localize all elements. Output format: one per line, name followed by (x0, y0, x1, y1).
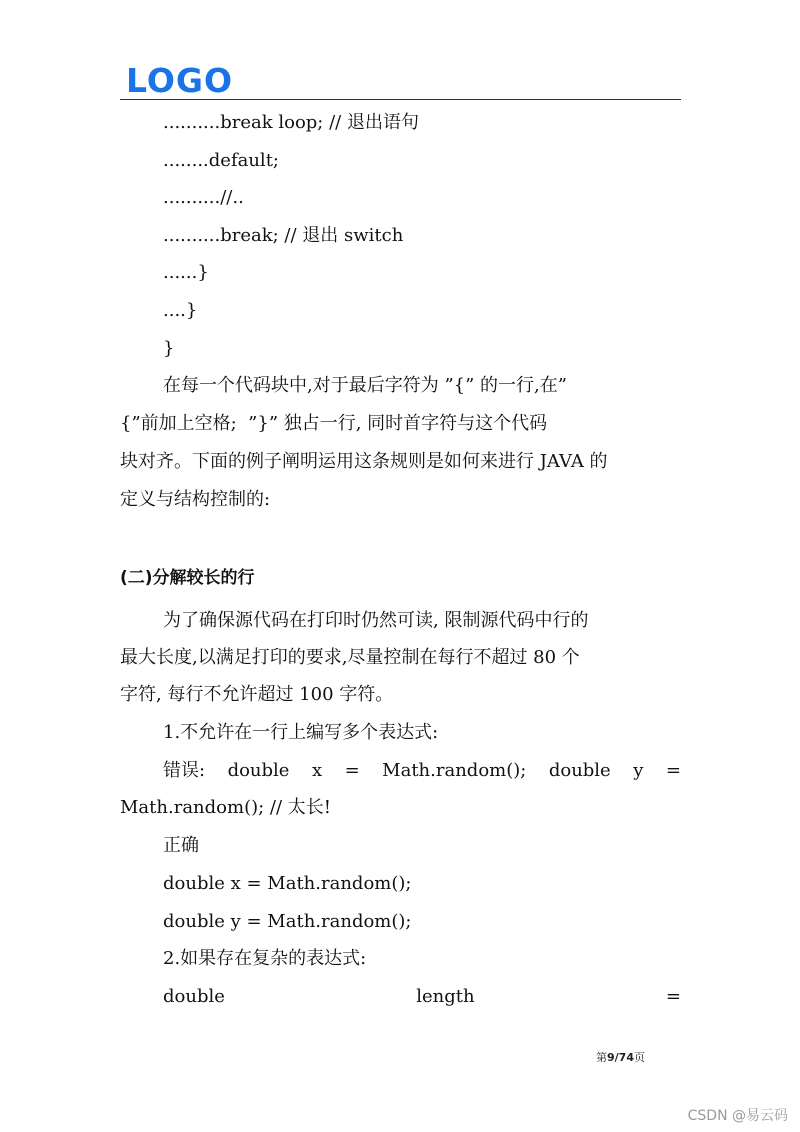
paragraph-line: 在每一个代码块中,对于最后字符为 ”{” 的一行,在” (163, 375, 567, 396)
code-token: = (665, 760, 681, 781)
logo: LOGO (126, 61, 234, 100)
code-token: double (227, 760, 290, 781)
page-number: 9/74 (607, 1051, 634, 1064)
code-line-justified (163, 986, 681, 1008)
footer-prefix: 第 (596, 1051, 607, 1064)
wrong-label: 错误: (163, 760, 206, 781)
code-line: ........default; (163, 150, 279, 171)
paragraph-line: 块对齐。下面的例子阐明运用这条规则是如何来进行 JAVA 的 (120, 451, 608, 472)
code-line: ......} (163, 262, 209, 283)
rule-item: 1.不允许在一行上编写多个表达式: (163, 722, 439, 743)
footer-suffix: 页 (633, 1051, 645, 1064)
code-token: Math.random(); (382, 760, 527, 781)
code-line: ..........break; // 退出 switch (163, 225, 404, 246)
paragraph-line: 定义与结构控制的: (120, 489, 271, 510)
code-token: x (311, 760, 323, 781)
code-line: ....} (163, 300, 198, 321)
paragraph-line: 为了确保源代码在打印时仍然可读, 限制源代码中行的 (163, 610, 589, 631)
paragraph-line: 字符, 每行不允许超过 100 字符。 (120, 684, 394, 705)
code-line: } (163, 338, 175, 359)
wrong-example-continuation: Math.random(); // 太长! (120, 797, 331, 818)
header-rule (120, 99, 681, 100)
watermark: CSDN @易云码 (687, 1108, 788, 1124)
code-token: double (163, 986, 225, 1007)
paragraph-line: {”前加上空格; ”}” 独占一行, 同时首字符与这个代码 (120, 413, 548, 434)
code-token: double (548, 760, 611, 781)
code-line: ..........break loop; // 退出语句 (163, 112, 419, 133)
code-token: = (344, 760, 360, 781)
section-heading: (二)分解较长的行 (120, 568, 255, 588)
code-line: double y = Math.random(); (163, 911, 412, 932)
page-footer (596, 1049, 645, 1065)
code-token: length (416, 986, 475, 1007)
code-token: y (633, 760, 644, 781)
code-line: double x = Math.random(); (163, 873, 412, 894)
code-line: ..........//.. (163, 187, 244, 208)
rule-item: 2.如果存在复杂的表达式: (163, 948, 367, 969)
wrong-example-line (163, 760, 681, 782)
code-token: = (665, 986, 681, 1007)
correct-label: 正确 (163, 835, 199, 856)
paragraph-line: 最大长度,以满足打印的要求,尽量控制在每行不超过 80 个 (120, 647, 580, 668)
